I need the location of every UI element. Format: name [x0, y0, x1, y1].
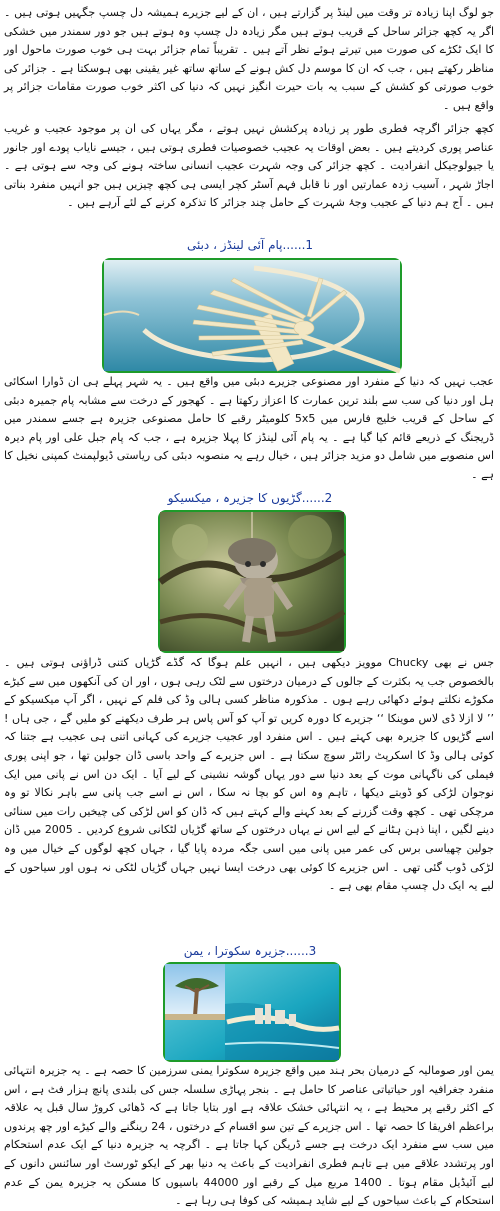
section-3-separator: ......	[285, 944, 309, 958]
dragon-tree-and-coast-photo	[163, 962, 341, 1062]
section-2-title: گڑیوں کا جزیرہ ، میکسیکو	[167, 491, 302, 505]
intro-paragraph-2: کچھ جزائر اگرچہ فطری طور پر زیادہ پرکشش نہیں ہوتے ، مگر یہاں کی ان پر موجود عجیب و غریب عناصر پوری کردیتے ہیں ۔ بعض اوقات یہ عجیب خصوصیات فطری ہوتی ہیں ، جیسے نایاب پودے اور جانور یا جیولوجیکل انفرادیت ۔ کچھ جزائر کی وجہ شہرت عجیب انسانی ساختہ ہونے کی وجہ سے ہوتی ہے ۔ اجاڑ شہر ، آسیب زدہ عمارتیں اور نا قابل فہم آسٹر کچر ایسی ہی کچھ چیزیں ہیں جو انہیں منفرد بناتی ہیں ۔ آج ہم دنیا کے عجیب وجۂ شہرت کے حامل چند جزائر کا تذکرہ کرنے کے لئے آرہے ہیں ۔	[4, 122, 494, 210]
section-2-heading	[0, 489, 500, 507]
hanging-doll-photo	[158, 510, 346, 653]
section-3-number: 3	[308, 944, 317, 958]
section-2-number: 2	[324, 491, 333, 505]
section-1-paragraph: عجب نہیں کہ دنیا کے منفرد اور مصنوعی جزیرے دبئی میں واقع ہیں ۔ یہ شہر پہلے ہی ان ڈوارا اسکائی ہل اور دنیا کی سب سے بلند ترین عمارت کا اعزاز رکھتا ہے ۔ کھجور کے درخت سے مشابہ پام جمیرہ دبئی کے ساحل کے قریب خلیج فارس میں 5x5 کلومیٹر رقبے کا حامل مصنوعی جزیرہ ہے جسے سمندر میں ڈریجنگ کے ذریعے قائم کیا گیا ہے ۔ یہ پام آئی لینڈز کا پہلا جزیرہ ہے ، جب کہ پام جبل علی اور پام دیرہ اس منصوبے میں شامل دو مزید جزائر ہیں ، خیال رہے یہ منصوبہ دبئی کی ریاستی ڈیولپمنٹ کمپنی نخیل کا ہے ۔	[4, 375, 494, 481]
socotra-drawing	[165, 964, 339, 1060]
intro-paragraph-1: جو لوگ اپنا زیادہ تر وقت میں لینڈ پر گزارتے ہیں ، ان کے لیے جزیرے ہمیشہ دل چسپ جگہیں ہوتی ہیں ۔ اگر یہ کچھ جزائر ساحل کے قریب ہوتے ہیں مگر زیادہ دل چسپ وہ ہوتے ہیں جو دور سمندر میں خشکی کا ایک ٹکڑے کی صورت میں تیرتے ہوئے نظر آتے ہیں ۔ تقریباً تمام جزائر بہت ہی خوب صورت ماحول اور مناظر رکھتے ہیں ، جب کہ ان کا موسم دل کش ہونے کے ساتھ ساتھ غیر یقینی بھی ہوسکتا ہے ۔ جزائر کی خوب صورتی کو کشش کے سبب یہ بات حیرت انگیز نہیں کہ دنیا کی اکثر خوب صورت مقامات جزائر پر واقع ہیں ۔	[4, 6, 494, 112]
section-3-title: جزیرہ سکوترا ، یمن	[183, 944, 286, 958]
section-3-heading	[0, 942, 500, 960]
palm-islands-drawing	[104, 260, 400, 371]
section-1-title: پام آئی لینڈز ، دبئی	[186, 238, 283, 252]
section-1-heading	[0, 236, 500, 254]
palm-islands-aerial-photo	[102, 258, 402, 373]
section-1-separator: ......	[282, 238, 306, 252]
section-1-number: 1	[305, 238, 314, 252]
section-3-paragraph: یمن اور صومالیہ کے درمیان بحر ہند میں واقع جزیرہ سکوترا یمنی سرزمین کا حصہ ہے ۔ یہ جزیرہ انتہائی منفرد جغرافیہ اور حیاتیاتی عناصر کا حامل ہے ۔ بنجر پہاڑی سلسلہ جس کی بلندی پانچ ہزار فٹ ہے ، اس کے اکثر رقبے پر محیط ہے ، یہ انتہائی خشک علاقہ ہے اور بتایا جاتا ہے کہ ڈھائی کروڑ سال قبل یہ علاقہ براعظم افریقا کا حصہ تھا ۔ اس جزیرے کے تین سو اقسام کے درختوں ، 24 رینگنے والے کیڑے اور چھ پرندوں میں سب سے منفرد ایک درخت ہے جسے ڈریگن کہا جاتا ہے ۔ اگرچہ یہ جزیرہ دنیا کے ایک عدم استحکام اور پرتشدد علاقے میں ہے تاہم فطری انفرادیت کے باعث یہ دنیا بھر کے ایکو ٹورسٹ اور سائنس دانوں کے لیے آئیڈیل مقام ہوتا ۔ 1400 مربع میل کے رقبے اور 44000 باسیوں کا مسکن یہ جزیرہ یمن کے عدم استحکام کے باعث سیاحوں کے لیے شاید ہمیشہ کی کوفا ہی رہا ہے ۔	[4, 1064, 494, 1208]
section-2-separator: ......	[301, 491, 325, 505]
section-2-paragraph: جس نے بھی Chucky موویز دیکھی ہیں ، انہیں علم ہوگا کہ گڈے گڑیاں کتنی ڈراؤنی ہوتی ہیں ۔ بالخصوص جب یہ بکثرت کے جالوں کے درمیان درختوں سے لٹک رہی ہوں ، اور ان کی آنکھوں میں سے کیڑے مکوڑے نکلتے ہوئے دکھائی رہے ہوں ۔ مذکورہ مناظر کسی ہالی وڈ کی فلم کے نہیں ، اگر آپ میکسیکو کے ’’ لا ازلا ڈی لاس موینکا ‘‘ جزیرے کا دورہ کریں تو آپ کو آس پاس ہر طرف دیکھنے کو ملیں گے ، جی ہاں ! اسے گڑیوں کا جزیرہ بھی کہتے ہیں ۔ اس منفرد اور عجیب جزیرے کی کہانی اتنی ہی عجیب ہے جتنا کہ کوئی ہالی وڈ کا اسکرپٹ رائٹر سوچ سکتا ہے ۔ اس جزیرے کے واحد باسی ڈان جولین تھا ، جو اپنی پوری فیملی کی ناگہانی موت کے بعد دنیا سے دور یہاں گوشہ نشینی کے لیے آیا ۔ ایک دن اس نے پانی میں ایک نوجوان لڑکی کو ڈوبتے دیکھا ، تاہم وہ اس کو بچا نہ سکا ، اس نے اسے جب پانی سے باہر نکالا تو وہ مرچکی تھی ۔ کچھ وقت گزرنے کے بعد کہنے والے کہتے ہیں کہ ڈان کو اس لڑکی کی چیخیں رات میں سنائی دینے لگیں ، اپنا ذہن ہٹانے کے لیے اس نے یہاں درختوں کے ساتھ گڑیاں لٹکانی شروع کردیں ۔ 2005 میں ڈان جولین چھیاسی برس کی عمر میں پانی میں اسی جگہ مردہ پایا گیا ، جہاں کچھ لوگوں کے خیال میں وہ لڑکی ڈوب گئی تھی ۔ اس جزیرے کا کوئی بھی درخت ایسا نہیں جہاں گڑیاں لٹکی نہ ہوں اور سیاحوں کے لیے یہ ایک دل چسپ مقام بھی ہے ۔	[4, 656, 495, 893]
hanging-doll-drawing	[160, 512, 344, 651]
